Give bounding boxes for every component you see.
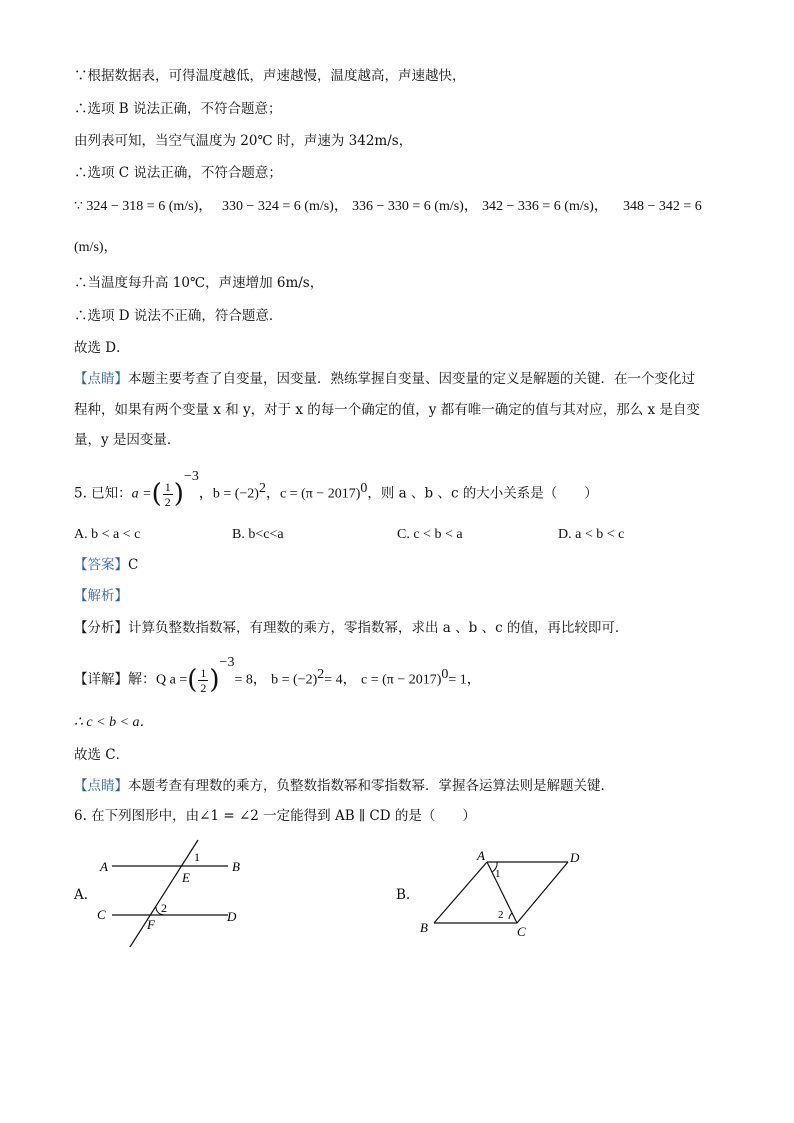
angle-2-label: 2	[498, 909, 504, 921]
angle-2-arc	[509, 913, 512, 919]
transversal	[130, 840, 198, 947]
label-a: A	[477, 848, 485, 863]
label-e: E	[182, 870, 190, 885]
math-line: 330 − 324 = 6 (m/s)，	[222, 199, 348, 214]
text-line: 量，y 是因变量．	[74, 432, 181, 448]
angle-1-label: 1	[495, 868, 501, 880]
question-6-stem: 6. 在下列图形中，由∠1 = ∠2 一定能得到 AB ∥ CD 的是（ ）	[74, 808, 476, 824]
angle-2-label: 2	[161, 901, 167, 915]
option-d: D. a < b < c	[558, 527, 625, 542]
question-5-stem: 5. 已知：a =( $\frac{1}{2}$ )$^{-3}$，$b = (-2)^2$，$c = (\pi - 2017)^0$，则 a 、b 、c 的大小关系是（ ）	[74, 469, 598, 509]
text-line: ∴选项 C 说法正确，不符合题意；	[74, 165, 282, 181]
text-line: 程种，如果有两个变量 x 和 y，对于 x 的每一个确定的值，y 都有唯一确定的值与其对应，那么 x 是自变	[74, 402, 700, 418]
side-ab	[434, 862, 487, 923]
detail-line: 【详解】解：Q a =( $\frac{1}{2}$ )$^{-3}$= 8， $b = (-2)^2= 4$， $c = (\pi - 2017)^0= 1$，	[74, 655, 481, 695]
label-b: B	[232, 859, 240, 874]
option-b: B. b<c<a	[232, 527, 284, 542]
math-line: (m/s)，	[74, 240, 118, 255]
text-line: ∴选项 B 说法正确，不符合题意；	[74, 101, 282, 117]
label-c: C	[517, 924, 526, 939]
math-line: 348 − 342 = 6	[623, 199, 702, 214]
label-f: F	[147, 917, 155, 932]
label-d: D	[227, 909, 237, 924]
text-line: 故选 C．	[74, 747, 130, 763]
label-d: D	[570, 850, 580, 865]
fraction: $\frac{1}{2}$	[164, 479, 171, 509]
text-line: 故选 D．	[74, 340, 130, 356]
option-c: C. c < b < a	[397, 527, 463, 542]
figure-b	[415, 845, 595, 945]
fraction: $\frac{1}{2}$	[200, 665, 207, 695]
math-line: 336 − 330 = 6 (m/s)，	[352, 199, 478, 214]
answer-line: 【答案】C	[74, 557, 139, 573]
text-line: ∴当温度每升高 10℃，声速增加 6m/s，	[74, 275, 324, 291]
angle-1-label: 1	[194, 850, 200, 864]
text-line: ∵根据数据表，可得温度越低，声速越慢，温度越高，声速越快，	[74, 68, 466, 84]
conclusion-line: ∴ c < b < a．	[74, 715, 154, 730]
figure-a	[90, 835, 260, 955]
option-b-label: B.	[396, 887, 411, 903]
math-line: ∵ 324 − 318 = 6 (m/s)，	[74, 199, 213, 214]
math-line: 342 − 336 = 6 (m/s)，	[482, 199, 608, 214]
text-line: 由列表可知，当空气温度为 20℃ 时，声速为 342m/s，	[74, 133, 413, 149]
option-a: A. b < a < c	[74, 527, 141, 542]
fenxi-line: 【分析】计算负整数指数幂，有理数的乘方，零指数幂，求出 a 、b 、c 的值，再比较即可．	[74, 620, 629, 636]
option-a-label: A.	[74, 887, 89, 903]
dianjing-line	[74, 369, 695, 389]
dianjing-line: 【点睛】本题考查有理数的乘方，负整数指数幂和零指数幂．掌握各运算法则是解题关键．	[74, 778, 614, 794]
analysis-tag: 【解析】	[74, 588, 128, 604]
label-c: C	[97, 907, 106, 922]
side-cd	[517, 862, 568, 923]
label-a: A	[100, 859, 108, 874]
text-line: ∴选项 D 说法不正确，符合题意．	[74, 308, 283, 324]
dianjing-tag: 【点睛】	[74, 371, 128, 387]
dianjing-text: 本题主要考查了自变量，因变量．熟练掌握自变量、因变量的定义是解题的关键．在一个变化过	[128, 371, 695, 387]
answer-value: C	[128, 557, 139, 573]
label-b: B	[420, 920, 428, 935]
